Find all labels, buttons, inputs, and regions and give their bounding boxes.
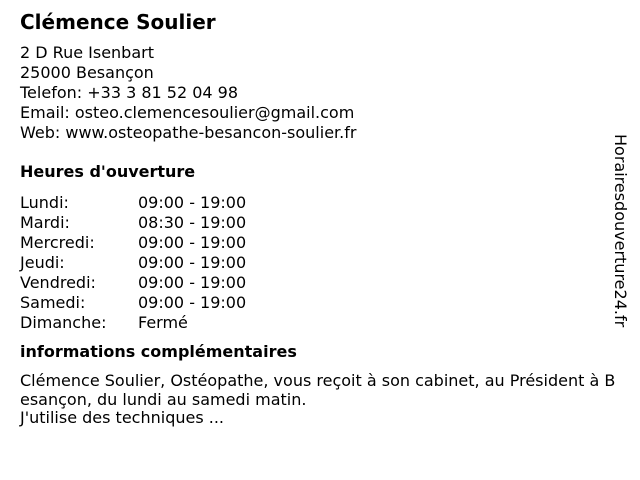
hours-row-sunday: [20, 313, 620, 333]
business-name: Clémence Soulier: [20, 10, 216, 34]
day-label: Vendredi:: [20, 273, 96, 292]
additional-info-heading: informations complémentaires: [20, 342, 297, 361]
description-more-text: J'utilise des techniques ...: [20, 408, 225, 427]
day-label: Jeudi:: [20, 253, 65, 272]
opening-hours-heading: Heures d'ouverture: [20, 162, 196, 181]
site-watermark: [610, 134, 630, 344]
day-label: Samedi:: [20, 293, 86, 312]
phone-line: Telefon: +33 3 81 52 04 98: [20, 83, 239, 102]
day-label: Mardi:: [20, 213, 70, 232]
email-line: Email: osteo.clemencesoulier@gmail.com: [20, 103, 355, 122]
business-card: [20, 10, 620, 428]
watermark-text: Horairesdouverture24.fr: [611, 134, 630, 328]
hours-value: 09:00 - 19:00: [138, 233, 247, 252]
day-label: Dimanche:: [20, 313, 107, 332]
hours-value: 09:00 - 19:00: [138, 193, 247, 212]
address-city: 25000 Besançon: [20, 63, 154, 82]
day-label: Mercredi:: [20, 233, 95, 252]
hours-row-thursday: [20, 253, 620, 273]
hours-row-wednesday: [20, 233, 620, 253]
hours-row-tuesday: [20, 213, 620, 233]
website-line: Web: www.osteopathe-besancon-soulier.fr: [20, 123, 357, 142]
hours-row-friday: [20, 273, 620, 293]
address-street: 2 D Rue Isenbart: [20, 43, 154, 62]
hours-value: Fermé: [138, 313, 188, 332]
description-text: Clémence Soulier, Ostéopathe, vous reçoit à son cabinet, au Président à Besançon, du lundi au samedi matin.: [20, 371, 616, 409]
hours-value: 08:30 - 19:00: [138, 213, 247, 232]
hours-value: 09:00 - 19:00: [138, 273, 247, 292]
hours-value: 09:00 - 19:00: [138, 293, 247, 312]
hours-row-monday: [20, 193, 620, 213]
hours-value: 09:00 - 19:00: [138, 253, 247, 272]
day-label: Lundi:: [20, 193, 69, 212]
hours-row-saturday: [20, 293, 620, 313]
opening-hours-table: [20, 193, 620, 333]
